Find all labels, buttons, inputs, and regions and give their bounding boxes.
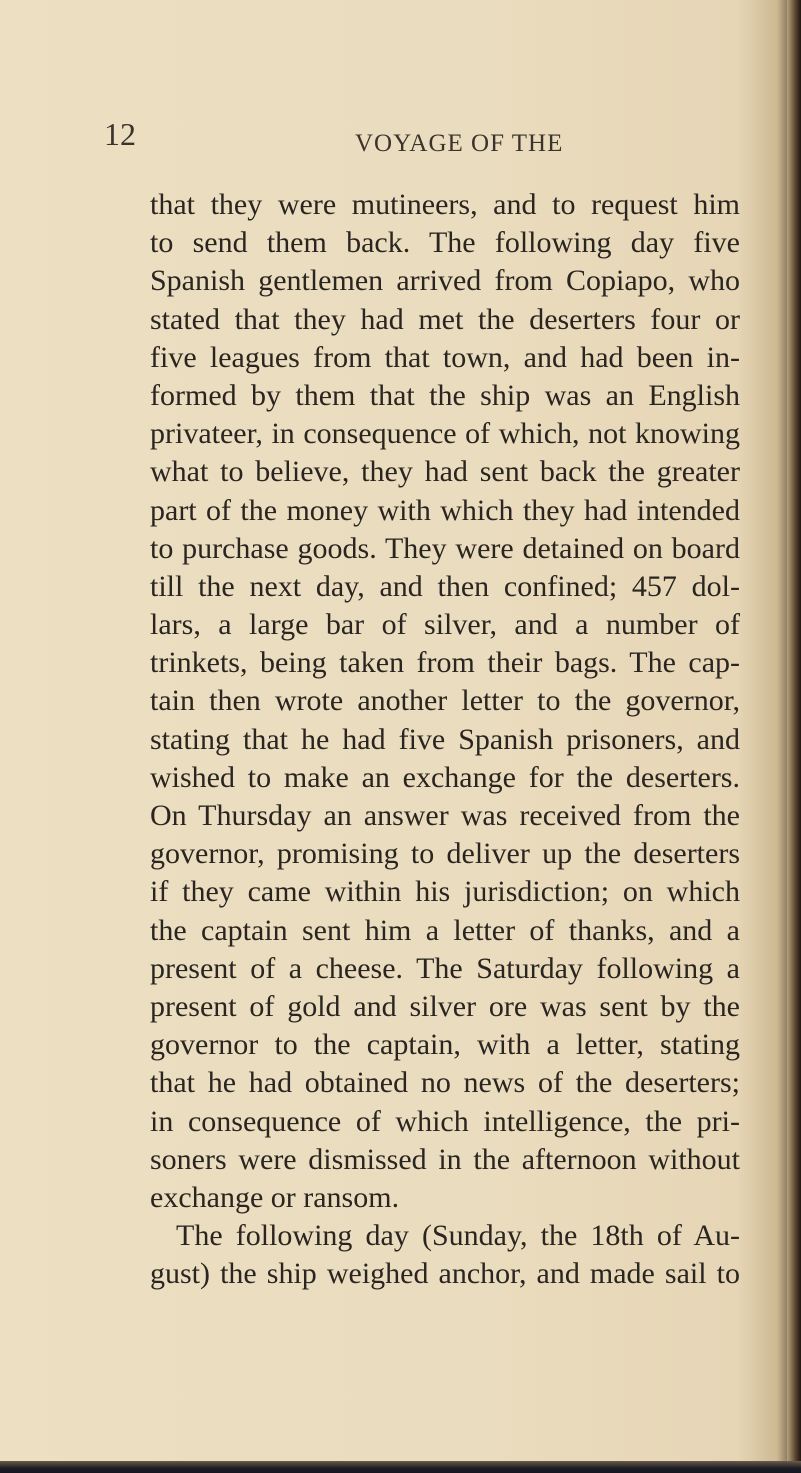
text-line: governor, promising to deliver up the deserters (150, 837, 740, 871)
text-line: Spanish gentlemen arrived from Copiapo, who (150, 264, 740, 298)
page-binding-edge (787, 0, 801, 1473)
text-line: trinkets, being taken from their bags. The cap- (150, 646, 740, 680)
text-line: tain then wrote another letter to the governor, (150, 684, 740, 718)
text-line: what to believe, they had sent back the greater (150, 455, 740, 489)
paragraph-start-line: The following day (Sunday, the 18th of Au- (176, 1219, 740, 1253)
text-line: lars, a large bar of silver, and a number of (150, 608, 740, 642)
page-number: 12 (104, 116, 136, 152)
text-line: till the next day, and then confined; 457 dol- (150, 569, 740, 603)
body-text (150, 186, 740, 1293)
text-line: present of gold and silver ore was sent by the (150, 989, 740, 1023)
text-line: stated that they had met the deserters four or (150, 302, 740, 336)
text-line: stating that he had five Spanish prisoners, and (150, 722, 740, 756)
text-line: to send them back. The following day five (150, 226, 740, 260)
text-line: in consequence of which intelligence, the pri- (150, 1104, 740, 1138)
text-line: five leagues from that town, and had been in- (150, 340, 740, 374)
text-line: governor to the captain, with a letter, stating (150, 1028, 740, 1062)
running-head: VOYAGE OF THE (355, 130, 564, 157)
page-bottom-edge (0, 1461, 801, 1473)
text-line: formed by them that the ship was an English (150, 378, 740, 412)
text-line: part of the money with which they had intended (150, 493, 740, 527)
text-line: On Thursday an answer was received from the (150, 799, 740, 832)
text-line: if they came within his jurisdiction; on which (150, 875, 740, 909)
text-line: to purchase goods. They were detained on board (150, 531, 740, 565)
text-line: that they were mutineers, and to request him (150, 188, 740, 221)
paragraph-end-line: exchange or ransom. (150, 1180, 400, 1214)
text-line: privateer, in consequence of which, not knowing (150, 417, 740, 451)
text-line: wished to make an exchange for the deserters. (150, 760, 740, 794)
text-line: gust) the ship weighed anchor, and made sail to (150, 1257, 740, 1291)
text-line: soners were dismissed in the afternoon without (150, 1142, 740, 1176)
text-line: present of a cheese. The Saturday following a (150, 951, 740, 985)
text-line: that he had obtained no news of the deserters; (150, 1066, 740, 1100)
text-line: the captain sent him a letter of thanks, and a (150, 913, 740, 947)
